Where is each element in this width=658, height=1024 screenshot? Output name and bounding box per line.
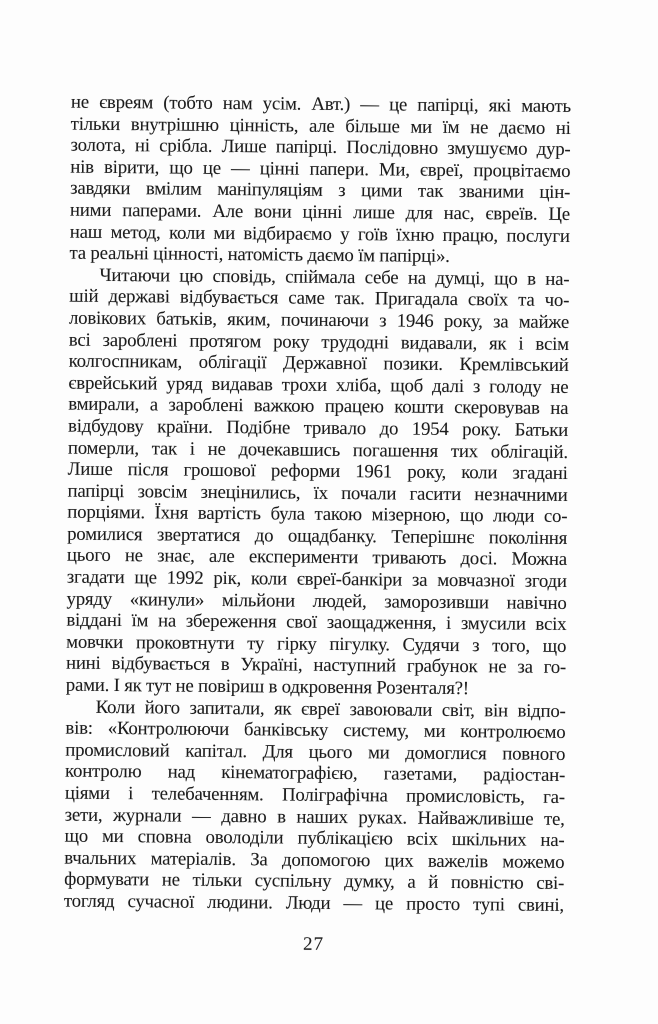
text-line: шій державі відбувається саме так. Пригадала своїх та чо- [69, 285, 570, 312]
text-line: мовчки проковтнути ту гірку пігулку. Судячи з того, що [66, 631, 567, 657]
text-line: тільки внутрішню цінність, але більше ми їм не даємо ні [70, 113, 571, 139]
text-line: папірці зовсім знецінились, їх почали гасити незначними [67, 480, 568, 506]
page-number: 27 [303, 933, 325, 955]
text-line: Коли його запитали, як євреї завоювали світ, він відпо- [95, 696, 566, 722]
text-line: та реальні цінності, натомість даємо їм папірці». [69, 242, 450, 268]
text-line: не євреям (тобто нам усім. Авт.) — це папірці, які мають [70, 91, 571, 117]
text-line: Лише після грошової реформи 1961 року, коли згадані [67, 458, 568, 485]
text-line: тогляд сучасної людини. Люди — це просто тупі свині, [63, 890, 565, 916]
text-line: золота, ні срібла. Лише папірці. Послідовно змушуємо дур- [70, 134, 571, 161]
text-line: завдяки вмілим маніпуляціям з цими так званими цін- [70, 178, 571, 204]
paragraph [70, 92, 571, 269]
text-line: уряду «кинули» мільйони людей, заморозивши навічно [66, 588, 567, 614]
text-line: ціями і телебаченням. Поліграфічна промисловість, га- [64, 782, 565, 808]
text-line: зети, журнали — давно в наших руках. Найважливіше те, [64, 804, 565, 830]
text-line: рами. І як тут не повіриш в одкровення Розенталя?! [65, 674, 469, 700]
text-line: цього не знає, але експерименти тривають досі. Можна [66, 545, 568, 571]
text-line: промисловий капітал. Для цього ми домоглися повного [65, 739, 566, 765]
text-line: ними паперами. Але вони цінні лише для нас, євреїв. Це [69, 199, 571, 225]
text-line: контролю над кінематографією, газетами, радіостан- [64, 761, 566, 787]
text-line: формувати не тільки суспільну думку, а й повністю сві- [64, 868, 565, 895]
text-line: віддані їм на збереження свої заощадження, і змусили всіх [66, 609, 567, 636]
text-line: наш метод, коли ми відбираємо у гоїв їхню працю, послуги [69, 221, 570, 247]
text-line: всі зароблені протягом року трудодні видавали, як і всім [68, 329, 569, 355]
text-line: померли, так і не дочекавшись погашення тих облігацій. [67, 437, 568, 463]
text-line: порціями. Їхня вартість була такою мізерною, що люди со- [67, 501, 568, 528]
text-line: колгоспникам, облігації Державної позики. Кремлівський [68, 350, 569, 377]
text-block [64, 92, 571, 957]
text-line: відбудову країни. Подібне тривало до 1954 року. Батьки [68, 415, 569, 441]
text-line: ловікових батьків, яким, починаючи з 1946 року, за майже [68, 307, 570, 333]
text-line: вчальних матеріалів. За допомогою цих важелів можемо [64, 847, 565, 873]
text-line: вів: «Контролюючи банківську систему, ми контролюємо [65, 717, 566, 744]
text-line: ромилися звертатися до ощадбанку. Теперішнє покоління [67, 523, 568, 549]
text-line: нів вірити, що це — цінні папери. Ми, євреї, процвітаємо [70, 156, 571, 182]
text-line: що ми сповна оволоділи публікацією всіх шкільних на- [64, 825, 565, 852]
text-line: згадати ще 1992 рік, коли євреї-банкіри за мовчазної згоди [66, 566, 567, 593]
paragraphs-container [64, 92, 571, 917]
text-line: нині відбувається в Україні, наступний грабунок не за го- [65, 653, 567, 679]
paragraph [64, 696, 566, 916]
text-line: Читаючи цю сповідь, спіймала себе на думці, що в на- [99, 264, 570, 290]
text-line: вмирали, а зароблені важкою працею кошти скеровував на [68, 393, 569, 420]
paragraph [66, 264, 570, 700]
text-line: єврейський уряд видавав трохи хліба, щоб далі з голоду не [68, 372, 569, 398]
